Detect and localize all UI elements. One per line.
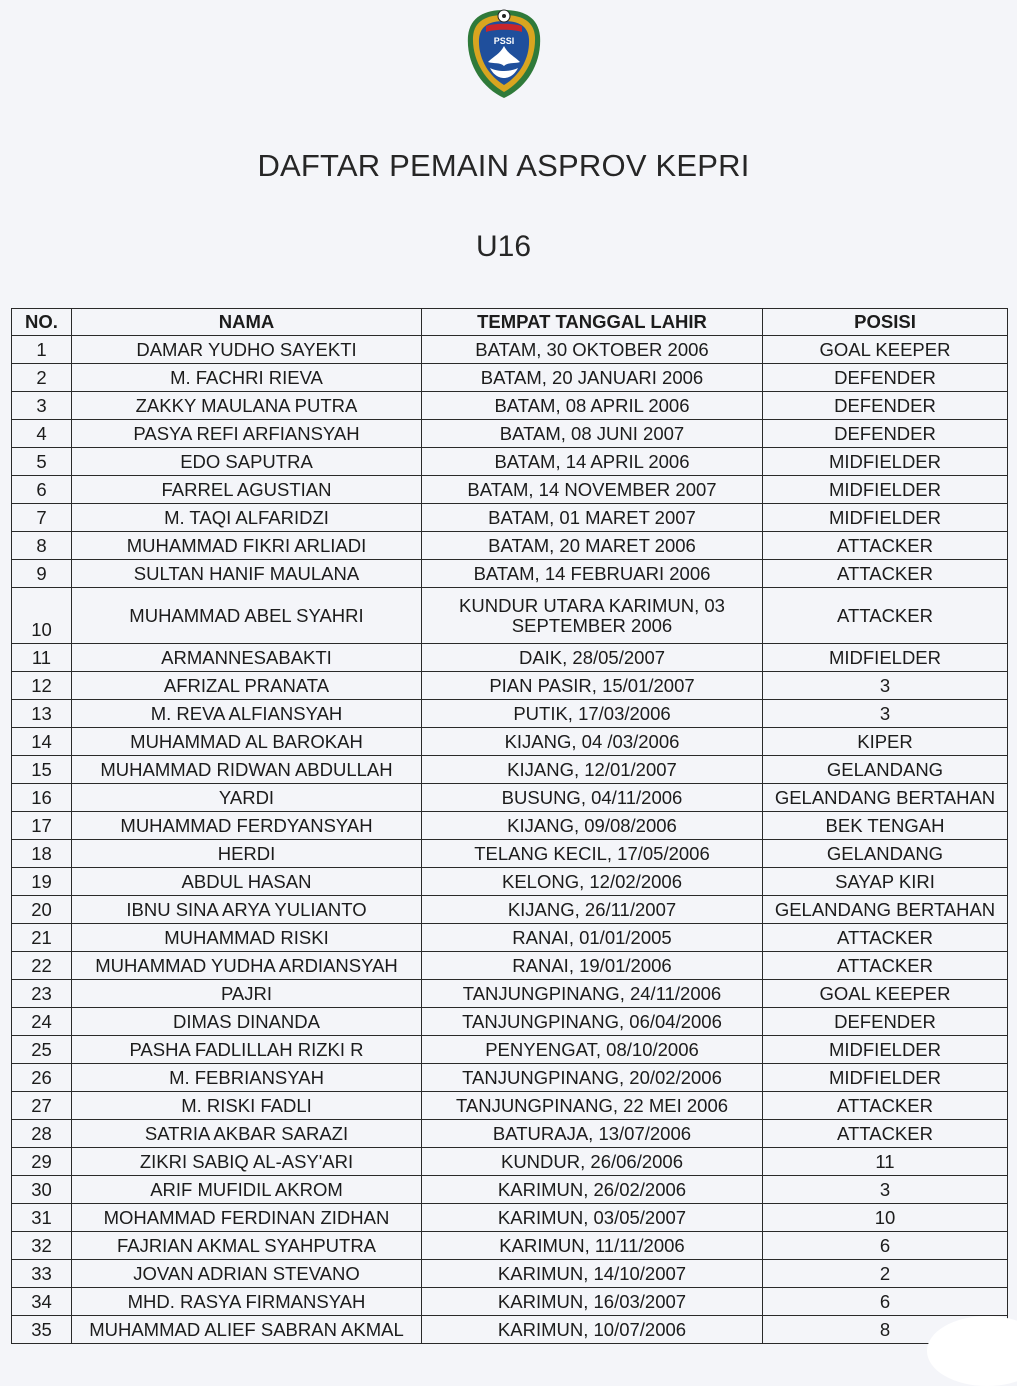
cell-no: 31 xyxy=(12,1204,72,1232)
cell-tempat-tanggal-lahir: BATAM, 08 APRIL 2006 xyxy=(422,392,763,420)
cell-nama: MUHAMMAD RISKI xyxy=(72,924,422,952)
cell-no: 5 xyxy=(12,448,72,476)
table-row xyxy=(12,1176,1008,1204)
table-row xyxy=(12,588,1008,644)
cell-tempat-tanggal-lahir: PUTIK, 17/03/2006 xyxy=(422,700,763,728)
cell-posisi: GELANDANG xyxy=(763,840,1008,868)
table-row xyxy=(12,1120,1008,1148)
cell-no: 4 xyxy=(12,420,72,448)
player-table xyxy=(11,308,1008,1344)
cell-nama: JOVAN ADRIAN STEVANO xyxy=(72,1260,422,1288)
cell-nama: SULTAN HANIF MAULANA xyxy=(72,560,422,588)
table-row xyxy=(12,1008,1008,1036)
table-row xyxy=(12,952,1008,980)
cell-posisi: 6 xyxy=(763,1288,1008,1316)
cell-tempat-tanggal-lahir: BATAM, 14 NOVEMBER 2007 xyxy=(422,476,763,504)
table-row xyxy=(12,1316,1008,1344)
cell-nama: DAMAR YUDHO SAYEKTI xyxy=(72,336,422,364)
cell-posisi: 2 xyxy=(763,1260,1008,1288)
cell-posisi: GELANDANG BERTAHAN xyxy=(763,896,1008,924)
cell-tempat-tanggal-lahir: PENYENGAT, 08/10/2006 xyxy=(422,1036,763,1064)
cell-tempat-tanggal-lahir: BATAM, 20 JANUARI 2006 xyxy=(422,364,763,392)
cell-no: 34 xyxy=(12,1288,72,1316)
cell-nama: M. TAQI ALFARIDZI xyxy=(72,504,422,532)
cell-no: 15 xyxy=(12,756,72,784)
cell-posisi: ATTACKER xyxy=(763,1120,1008,1148)
table-row xyxy=(12,1260,1008,1288)
cell-posisi: 3 xyxy=(763,1176,1008,1204)
cell-nama: MUHAMMAD AL BAROKAH xyxy=(72,728,422,756)
header-tempat-tanggal-lahir: TEMPAT TANGGAL LAHIR xyxy=(422,309,763,336)
cell-nama: M. FACHRI RIEVA xyxy=(72,364,422,392)
cell-tempat-tanggal-lahir: TANJUNGPINANG, 20/02/2006 xyxy=(422,1064,763,1092)
cell-posisi: 8 xyxy=(763,1316,1008,1344)
cell-tempat-tanggal-lahir: BATAM, 20 MARET 2006 xyxy=(422,532,763,560)
cell-posisi: 11 xyxy=(763,1148,1008,1176)
cell-no: 29 xyxy=(12,1148,72,1176)
table-row xyxy=(12,1036,1008,1064)
cell-posisi: KIPER xyxy=(763,728,1008,756)
header-no: NO. xyxy=(12,309,72,336)
cell-posisi: SAYAP KIRI xyxy=(763,868,1008,896)
cell-posisi: 3 xyxy=(763,700,1008,728)
cell-no: 14 xyxy=(12,728,72,756)
cell-posisi: MIDFIELDER xyxy=(763,504,1008,532)
cell-no: 3 xyxy=(12,392,72,420)
cell-tempat-tanggal-lahir: BUSUNG, 04/11/2006 xyxy=(422,784,763,812)
cell-nama: MUHAMMAD FIKRI ARLIADI xyxy=(72,532,422,560)
cell-posisi: MIDFIELDER xyxy=(763,476,1008,504)
cell-tempat-tanggal-lahir: BATAM, 14 FEBRUARI 2006 xyxy=(422,560,763,588)
table-row xyxy=(12,560,1008,588)
cell-nama: ARMANNESABAKTI xyxy=(72,644,422,672)
cell-posisi: MIDFIELDER xyxy=(763,448,1008,476)
cell-nama: MOHAMMAD FERDINAN ZIDHAN xyxy=(72,1204,422,1232)
cell-no: 16 xyxy=(12,784,72,812)
cell-posisi: DEFENDER xyxy=(763,364,1008,392)
cell-posisi: ATTACKER xyxy=(763,952,1008,980)
cell-no: 28 xyxy=(12,1120,72,1148)
cell-nama: M. RISKI FADLI xyxy=(72,1092,422,1120)
table-row xyxy=(12,812,1008,840)
cell-no: 19 xyxy=(12,868,72,896)
cell-tempat-tanggal-lahir: KARIMUN, 26/02/2006 xyxy=(422,1176,763,1204)
cell-nama: HERDI xyxy=(72,840,422,868)
cell-no: 30 xyxy=(12,1176,72,1204)
cell-nama: MUHAMMAD RIDWAN ABDULLAH xyxy=(72,756,422,784)
cell-nama: MUHAMMAD ALIEF SABRAN AKMAL xyxy=(72,1316,422,1344)
cell-posisi: ATTACKER xyxy=(763,588,1008,644)
cell-posisi: ATTACKER xyxy=(763,924,1008,952)
table-header-row xyxy=(12,309,1008,336)
table-row xyxy=(12,504,1008,532)
cell-posisi: MIDFIELDER xyxy=(763,1036,1008,1064)
table-row xyxy=(12,1064,1008,1092)
cell-no: 13 xyxy=(12,700,72,728)
logo-lettering: PSSI xyxy=(493,36,515,46)
table-row xyxy=(12,672,1008,700)
cell-tempat-tanggal-lahir: BATAM, 30 OKTOBER 2006 xyxy=(422,336,763,364)
cell-no: 10 xyxy=(12,588,72,644)
cell-tempat-tanggal-lahir: DAIK, 28/05/2007 xyxy=(422,644,763,672)
cell-nama: PAJRI xyxy=(72,980,422,1008)
cell-nama: MUHAMMAD FERDYANSYAH xyxy=(72,812,422,840)
cell-tempat-tanggal-lahir: KIJANG, 12/01/2007 xyxy=(422,756,763,784)
table-row xyxy=(12,1148,1008,1176)
cell-nama: ZAKKY MAULANA PUTRA xyxy=(72,392,422,420)
cell-tempat-tanggal-lahir: TANJUNGPINANG, 22 MEI 2006 xyxy=(422,1092,763,1120)
pssi-logo xyxy=(464,6,544,102)
cell-nama: AFRIZAL PRANATA xyxy=(72,672,422,700)
cell-no: 6 xyxy=(12,476,72,504)
cell-posisi: GOAL KEEPER xyxy=(763,980,1008,1008)
table-row xyxy=(12,784,1008,812)
cell-tempat-tanggal-lahir: KIJANG, 26/11/2007 xyxy=(422,896,763,924)
cell-posisi: GOAL KEEPER xyxy=(763,336,1008,364)
cell-no: 11 xyxy=(12,644,72,672)
cell-no: 12 xyxy=(12,672,72,700)
cell-tempat-tanggal-lahir: KARIMUN, 14/10/2007 xyxy=(422,1260,763,1288)
cell-tempat-tanggal-lahir: BATAM, 01 MARET 2007 xyxy=(422,504,763,532)
table-row xyxy=(12,644,1008,672)
cell-tempat-tanggal-lahir: KARIMUN, 03/05/2007 xyxy=(422,1204,763,1232)
page-title: DAFTAR PEMAIN ASPROV KEPRI xyxy=(257,148,750,183)
cell-no: 1 xyxy=(12,336,72,364)
cell-posisi: DEFENDER xyxy=(763,1008,1008,1036)
cell-tempat-tanggal-lahir: KUNDUR UTARA KARIMUN, 03 SEPTEMBER 2006 xyxy=(422,588,763,644)
table-row xyxy=(12,1232,1008,1260)
cell-no: 26 xyxy=(12,1064,72,1092)
cell-no: 27 xyxy=(12,1092,72,1120)
table-row xyxy=(12,700,1008,728)
cell-posisi: MIDFIELDER xyxy=(763,1064,1008,1092)
cell-posisi: ATTACKER xyxy=(763,560,1008,588)
cell-nama: YARDI xyxy=(72,784,422,812)
cell-posisi: 10 xyxy=(763,1204,1008,1232)
cell-posisi: GELANDANG BERTAHAN xyxy=(763,784,1008,812)
cell-posisi: ATTACKER xyxy=(763,532,1008,560)
cell-nama: ABDUL HASAN xyxy=(72,868,422,896)
cell-tempat-tanggal-lahir: KIJANG, 04 /03/2006 xyxy=(422,728,763,756)
cell-nama: M. REVA ALFIANSYAH xyxy=(72,700,422,728)
cell-nama: EDO SAPUTRA xyxy=(72,448,422,476)
cell-posisi: BEK TENGAH xyxy=(763,812,1008,840)
cell-tempat-tanggal-lahir: BATAM, 14 APRIL 2006 xyxy=(422,448,763,476)
table-row xyxy=(12,336,1008,364)
cell-nama: ARIF MUFIDIL AKROM xyxy=(72,1176,422,1204)
cell-tempat-tanggal-lahir: KELONG, 12/02/2006 xyxy=(422,868,763,896)
cell-no: 9 xyxy=(12,560,72,588)
table-row xyxy=(12,728,1008,756)
cell-nama: M. FEBRIANSYAH xyxy=(72,1064,422,1092)
cell-tempat-tanggal-lahir: KARIMUN, 16/03/2007 xyxy=(422,1288,763,1316)
page-subtitle: U16 xyxy=(475,230,532,263)
cell-posisi: DEFENDER xyxy=(763,420,1008,448)
cell-no: 17 xyxy=(12,812,72,840)
cell-no: 22 xyxy=(12,952,72,980)
table-row xyxy=(12,1288,1008,1316)
table-row xyxy=(12,868,1008,896)
cell-posisi: 6 xyxy=(763,1232,1008,1260)
table-row xyxy=(12,532,1008,560)
table-row xyxy=(12,364,1008,392)
cell-nama: PASYA REFI ARFIANSYAH xyxy=(72,420,422,448)
cell-tempat-tanggal-lahir: BATURAJA, 13/07/2006 xyxy=(422,1120,763,1148)
cell-nama: MUHAMMAD YUDHA ARDIANSYAH xyxy=(72,952,422,980)
table-row xyxy=(12,420,1008,448)
cell-nama: FARREL AGUSTIAN xyxy=(72,476,422,504)
header-posisi: POSISI xyxy=(763,309,1008,336)
cell-tempat-tanggal-lahir: PIAN PASIR, 15/01/2007 xyxy=(422,672,763,700)
cell-no: 21 xyxy=(12,924,72,952)
cell-nama: SATRIA AKBAR SARAZI xyxy=(72,1120,422,1148)
header-nama: NAMA xyxy=(72,309,422,336)
cell-no: 20 xyxy=(12,896,72,924)
cell-nama: ZIKRI SABIQ AL-ASY'ARI xyxy=(72,1148,422,1176)
cell-nama: DIMAS DINANDA xyxy=(72,1008,422,1036)
cell-no: 2 xyxy=(12,364,72,392)
cell-no: 35 xyxy=(12,1316,72,1344)
cell-tempat-tanggal-lahir: KARIMUN, 10/07/2006 xyxy=(422,1316,763,1344)
table-row xyxy=(12,840,1008,868)
cell-no: 18 xyxy=(12,840,72,868)
table-row xyxy=(12,756,1008,784)
cell-tempat-tanggal-lahir: RANAI, 19/01/2006 xyxy=(422,952,763,980)
cell-no: 7 xyxy=(12,504,72,532)
cell-posisi: GELANDANG xyxy=(763,756,1008,784)
cell-no: 8 xyxy=(12,532,72,560)
cell-tempat-tanggal-lahir: KARIMUN, 11/11/2006 xyxy=(422,1232,763,1260)
cell-no: 23 xyxy=(12,980,72,1008)
cell-tempat-tanggal-lahir: TANJUNGPINANG, 24/11/2006 xyxy=(422,980,763,1008)
table-row xyxy=(12,1092,1008,1120)
cell-tempat-tanggal-lahir: BATAM, 08 JUNI 2007 xyxy=(422,420,763,448)
cell-tempat-tanggal-lahir: RANAI, 01/01/2005 xyxy=(422,924,763,952)
cell-posisi: MIDFIELDER xyxy=(763,644,1008,672)
table-row xyxy=(12,924,1008,952)
cell-no: 25 xyxy=(12,1036,72,1064)
cell-tempat-tanggal-lahir: KIJANG, 09/08/2006 xyxy=(422,812,763,840)
cell-nama: MHD. RASYA FIRMANSYAH xyxy=(72,1288,422,1316)
table-row xyxy=(12,1204,1008,1232)
table-row xyxy=(12,896,1008,924)
cell-posisi: 3 xyxy=(763,672,1008,700)
cell-no: 32 xyxy=(12,1232,72,1260)
cell-posisi: DEFENDER xyxy=(763,392,1008,420)
table-row xyxy=(12,476,1008,504)
table-row xyxy=(12,980,1008,1008)
table-row xyxy=(12,448,1008,476)
cell-nama: MUHAMMAD ABEL SYAHRI xyxy=(72,588,422,644)
cell-no: 33 xyxy=(12,1260,72,1288)
cell-tempat-tanggal-lahir: TELANG KECIL, 17/05/2006 xyxy=(422,840,763,868)
cell-nama: IBNU SINA ARYA YULIANTO xyxy=(72,896,422,924)
cell-nama: PASHA FADLILLAH RIZKI R xyxy=(72,1036,422,1064)
cell-tempat-tanggal-lahir: KUNDUR, 26/06/2006 xyxy=(422,1148,763,1176)
cell-no: 24 xyxy=(12,1008,72,1036)
cell-posisi: ATTACKER xyxy=(763,1092,1008,1120)
table-row xyxy=(12,392,1008,420)
cell-nama: FAJRIAN AKMAL SYAHPUTRA xyxy=(72,1232,422,1260)
cell-tempat-tanggal-lahir: TANJUNGPINANG, 06/04/2006 xyxy=(422,1008,763,1036)
